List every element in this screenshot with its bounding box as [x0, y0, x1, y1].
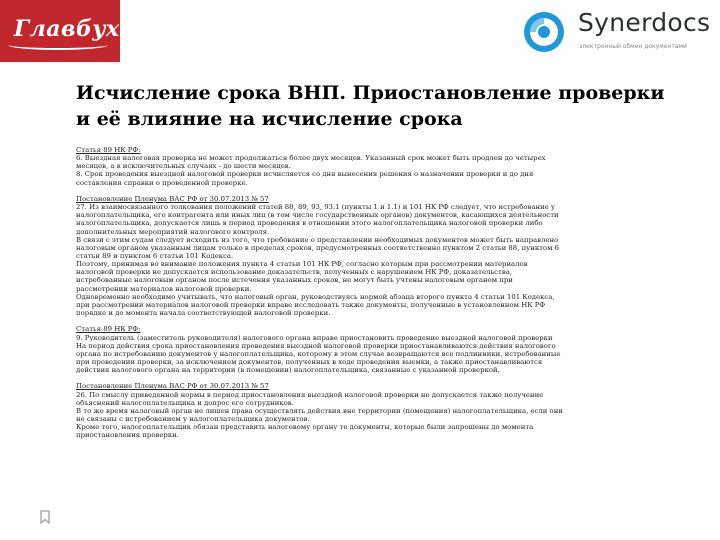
section-heading: Статья 89 НК РФ: — [76, 146, 141, 154]
slide-body — [76, 146, 620, 440]
section-line: Кроме того, налогоплательщик обязан представить налоговому органу те документы, которые были запрошены до момента — [76, 423, 534, 432]
section-line: Одновременно необходимо учитывать, что налоговый орган, руководствуясь нормой абзаца второго пункта 4 статьи 101 Кодекса, — [76, 292, 555, 301]
section-line: 26. По смыслу приведенной нормы в период приостановления выездной налоговой проверки не допускается также получение — [76, 390, 544, 399]
slide-title-line-1: Исчисление срока ВНП. Приостановление проверки — [76, 82, 665, 104]
section-line: статьи 89 и пунктом 6 статьи 101 Кодекса. — [76, 252, 234, 261]
section-heading: Постановление Пленума ВАС РФ от 30.07.2013 № 57 — [76, 382, 269, 391]
synerdocs-mark-icon — [522, 10, 566, 54]
text-section — [76, 382, 620, 439]
section-line: 9. Руководитель (заместитель руководителя) налогового органа вправе приостановить проведение выездной налоговой проверки — [76, 333, 553, 342]
section-line: В то же время налоговый орган не лишен права осуществлять действия вне территории (помещения) налогоплательщика, если они — [76, 406, 563, 415]
section-line: месяцев, а в исключительных случаях - до шести месяцев. — [76, 162, 291, 171]
section-gap — [76, 187, 620, 195]
section-line: рассмотрении материалов налоговой проверки. — [76, 284, 252, 293]
section-line: Поэтому, принимая во внимание положения пункта 4 статьи 101 НК РФ, согласно которым при рассмотрении материалов — [76, 260, 528, 269]
section-line: налогоплательщика, его контрагента или иных лиц (в том числе государственных органов) документов, касающихся деятельности — [76, 211, 559, 220]
section-line: 27. Из взаимосвязанного толкования положений статей 88, 89, 93, 93.1 (пункты 1 и 1.1) и 101 НК РФ следует, что истребование у — [76, 203, 556, 212]
slide-title — [76, 80, 676, 132]
section-heading: Статья 89 НК РФ: — [76, 325, 141, 334]
text-section — [76, 325, 620, 374]
section-line: налогоплательщика, допускается лишь в период проведения в отношении этого налогоплательщика налоговой проверки либо — [76, 219, 543, 228]
section-line: приостановления проверки. — [76, 431, 179, 440]
section-line: действия налогового органа на территории (в помещении) налогоплательщика, связанные с указанной проверкой. — [76, 366, 500, 375]
section-line: истребованные налоговым органом после истечения указанных сроков, не могут быть учтены налоговым органом при — [76, 276, 513, 285]
bookmark-icon — [40, 510, 50, 524]
text-section — [76, 195, 620, 317]
section-line: объяснений налогоплательщика и допрос его сотрудников. — [76, 398, 294, 407]
section-line: 8. Срок проведения выездной налоговой проверки исчисляется со дня вынесения решения о назначении проверки и до дня — [76, 170, 534, 179]
section-line: 6. Выездная налоговая проверка не может продолжаться более двух месяцев. Указанный срок может быть продлен до четырех — [76, 154, 546, 163]
glavbukh-swoosh — [8, 40, 108, 50]
section-line: порядке и до момента начала соответствующей налоговой проверки. — [76, 309, 331, 318]
synerdocs-name: Synerdocs — [578, 8, 711, 37]
section-line: В связи с этим судам следует исходить из того, что требование о представлении необходимых документов может быть направлено — [76, 235, 559, 244]
section-gap — [76, 374, 620, 382]
section-line: при проведении проверки, за исключением документов, полученных в ходе проведения выемки, а также приостанавливаются — [76, 358, 543, 367]
synerdocs-tagline: электронный обмен документами — [579, 43, 687, 50]
glavbukh-logo-text: Главбух — [14, 16, 120, 42]
section-line: при рассмотрении материалов налоговой проверки вправе исследовать также документы, полученные в установленном НК РФ — [76, 300, 546, 309]
header — [0, 0, 720, 70]
synerdocs-logo — [512, 4, 716, 60]
section-line: налоговым органом указанным лицам только в пределах сроков, предусмотренных соответственно пунктом 2 статьи 88, пунктом 6 — [76, 243, 560, 252]
section-line: не связаны с истребованием у налогоплательщика документов. — [76, 415, 310, 424]
section-line: На период действия срока приостановления проведения выездной налоговой проверки приостанавливаются действия налогового — [76, 341, 556, 350]
section-heading: Постановление Пленума ВАС РФ от 30.07.2013 № 57 — [76, 194, 269, 203]
glavbukh-logo — [0, 0, 120, 62]
section-line: дополнительных мероприятий налогового контроля. — [76, 227, 270, 236]
section-line: органа по истребованию документов у налогоплательщика, которому в этом случае возвращаются все подлинники, истребованные — [76, 349, 561, 358]
text-section — [76, 146, 620, 187]
section-gap — [76, 317, 620, 325]
slide-title-line-2: и её влияние на исчисление срока — [76, 108, 463, 130]
section-line: налоговой проверки не допускается использование доказательств, полученных с нарушением НК РФ, доказательства, — [76, 268, 513, 277]
section-line: составления справки о проведенной проверке. — [76, 178, 248, 187]
